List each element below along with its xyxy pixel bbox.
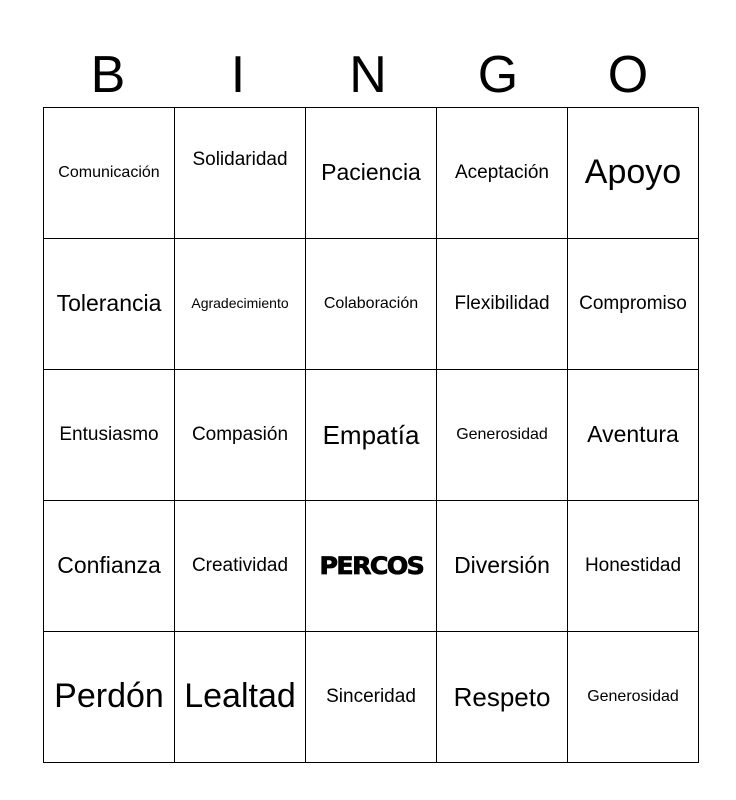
cell-label: Respeto (453, 681, 551, 712)
header-letter-i: I (230, 46, 246, 104)
cell-label: Entusiasmo (59, 423, 159, 445)
cell-label: Aventura (587, 421, 679, 448)
cell-label: Empatía (322, 419, 420, 450)
cell-label: Creatividad (191, 554, 289, 576)
bingo-row (44, 501, 699, 632)
bingo-cell[interactable] (175, 632, 306, 763)
cell-label: Compromiso (579, 292, 687, 314)
cell-label: Compasión (191, 423, 289, 445)
cell-label: Tolerancia (56, 290, 162, 317)
bingo-cell[interactable] (306, 370, 437, 501)
cell-label: Confianza (57, 552, 161, 579)
cell-label: Generosidad (456, 426, 548, 443)
bingo-cell[interactable] (175, 501, 306, 632)
bingo-cell[interactable] (568, 239, 699, 370)
cell-label: Perdón (54, 677, 164, 716)
cell-label: Lealtad (184, 677, 296, 716)
bingo-cell[interactable] (306, 239, 437, 370)
cell-label: Solidaridad (192, 148, 288, 170)
bingo-cell[interactable] (44, 239, 175, 370)
bingo-cell[interactable] (44, 632, 175, 763)
bingo-cell[interactable] (437, 108, 568, 239)
cell-label: Comunicación (58, 164, 160, 181)
bingo-card-grid (43, 107, 699, 763)
header-letter-b: B (90, 46, 126, 104)
bingo-row (44, 632, 699, 763)
bingo-row (44, 239, 699, 370)
header-letter-g: G (477, 46, 519, 104)
bingo-cell[interactable] (44, 501, 175, 632)
bingo-cell[interactable] (568, 501, 699, 632)
free-space-cell[interactable] (306, 501, 437, 632)
bingo-cell[interactable] (568, 370, 699, 501)
bingo-cell[interactable] (568, 632, 699, 763)
bingo-header (43, 44, 693, 106)
bingo-cell[interactable] (175, 108, 306, 239)
cell-label: Paciencia (321, 159, 421, 186)
bingo-cell[interactable] (306, 632, 437, 763)
cell-label: Agradecimiento (191, 295, 289, 311)
cell-label: Generosidad (587, 688, 679, 705)
cell-label: Honestidad (584, 554, 682, 576)
bingo-cell[interactable] (44, 108, 175, 239)
header-letter-o: O (607, 46, 649, 104)
bingo-row (44, 108, 699, 239)
bingo-cell[interactable] (306, 108, 437, 239)
cell-label: Colaboración (323, 295, 419, 312)
bingo-cell[interactable] (175, 239, 306, 370)
bingo-cell[interactable] (437, 632, 568, 763)
cell-label: Diversión (454, 552, 550, 579)
cell-label: Flexibilidad (454, 292, 550, 314)
bingo-cell[interactable] (437, 501, 568, 632)
percos-logo: PERCOS (319, 552, 423, 580)
header-letter-n: N (349, 46, 387, 104)
bingo-row (44, 370, 699, 501)
cell-label: Aceptación (454, 161, 549, 183)
bingo-cell[interactable] (437, 239, 568, 370)
bingo-cell[interactable] (568, 108, 699, 239)
bingo-cell[interactable] (437, 370, 568, 501)
cell-label: Apoyo (584, 153, 682, 192)
cell-label: Sinceridad (326, 685, 416, 707)
bingo-cell[interactable] (175, 370, 306, 501)
bingo-cell[interactable] (44, 370, 175, 501)
